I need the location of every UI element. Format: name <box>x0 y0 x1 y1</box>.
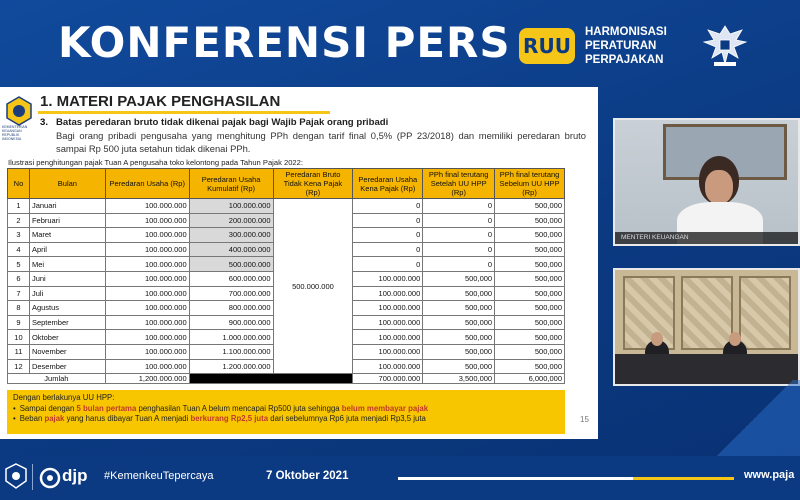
cell-no: 4 <box>8 242 30 257</box>
note-heading: Dengan berlakunya UU HPP: <box>13 393 115 402</box>
cell-pph-sebelum: 500,000 <box>495 242 565 257</box>
total-label: Jumlah <box>8 374 106 384</box>
cell-peredaran: 100.000.000 <box>105 242 189 257</box>
cell-kena-pajak: 100.000.000 <box>353 301 423 316</box>
djp-logo-icon <box>39 467 61 489</box>
cell-pph-sebelum: 500,000 <box>495 257 565 272</box>
cell-peredaran: 100.000.000 <box>105 271 189 286</box>
table-total-row <box>8 374 565 384</box>
speaker-name-label: MENTERI KEUANGAN <box>615 232 798 244</box>
cell-kena-pajak: 100.000.000 <box>353 286 423 301</box>
cell-pph-setelah: 500,000 <box>423 359 495 374</box>
cell-no: 7 <box>8 286 30 301</box>
cell-peredaran: 100.000.000 <box>105 359 189 374</box>
cell-kena-pajak: 0 <box>353 257 423 272</box>
slide-title: 1. MATERI PAJAK PENGHASILAN <box>40 93 281 110</box>
event-date: 7 Oktober 2021 <box>266 470 349 482</box>
footer-line <box>398 477 734 480</box>
bullet-dot: • <box>13 403 16 413</box>
note-bullet-2: • Beban pajak yang harus dibayar Tuan A menjadi berkurang Rp2,5 juta dari sebelumnya Rp6 juta menjadi Rp3,5 juta <box>13 414 426 423</box>
cell-kena-pajak: 0 <box>353 242 423 257</box>
video-tile-room[interactable] <box>613 268 800 386</box>
cell-bulan: Juli <box>29 286 105 301</box>
cell-peredaran: 100.000.000 <box>105 286 189 301</box>
cell-pph-sebelum: 500,000 <box>495 344 565 359</box>
note-box <box>7 390 565 434</box>
cell-pph-sebelum: 500,000 <box>495 330 565 345</box>
ruu-badge: RUU <box>519 28 575 64</box>
cell-kena-pajak: 100.000.000 <box>353 344 423 359</box>
djp-brand: djp <box>62 466 88 485</box>
point-body: Bagi orang pribadi pengusaha yang menghitung PPh dengan tarif final 0,5% (PP 23/2018) dan memiliki peredaran bruto sampai Rp 500 juta setahun tidak dikenai PPh. <box>56 130 586 154</box>
cell-bulan: September <box>29 315 105 330</box>
cell-kumulatif: 500.000.000 <box>189 257 273 272</box>
cell-pph-sebelum: 500,000 <box>495 228 565 243</box>
cell-kumulatif: 400.000.000 <box>189 242 273 257</box>
cell-bulan: Juni <box>29 271 105 286</box>
cell-peredaran: 100.000.000 <box>105 257 189 272</box>
total-pph-before: 6,000,000 <box>495 374 565 384</box>
header-kena-pajak: Peredaran Usaha Kena Pajak (Rp) <box>353 169 423 199</box>
cell-no: 6 <box>8 271 30 286</box>
total-pph-after: 3,500,000 <box>423 374 495 384</box>
cell-pph-setelah: 500,000 <box>423 286 495 301</box>
participant-face <box>651 332 663 346</box>
cell-pph-sebelum: 500,000 <box>495 315 565 330</box>
ruu-line-1: HARMONISASI <box>585 26 667 38</box>
cell-pph-setelah: 500,000 <box>423 301 495 316</box>
cell-bulan: Agustus <box>29 301 105 316</box>
cell-kena-pajak: 100.000.000 <box>353 271 423 286</box>
cell-kena-pajak: 0 <box>353 228 423 243</box>
header-kumulatif: Peredaran Usaha Kumulatif (Rp) <box>189 169 273 199</box>
cell-pph-sebelum: 500,000 <box>495 286 565 301</box>
garuda-emblem-icon <box>700 20 750 70</box>
cell-bulan: Januari <box>29 199 105 214</box>
ruu-line-2: PERATURAN <box>585 40 657 52</box>
bullet-dot: • <box>13 414 16 423</box>
cell-pph-setelah: 500,000 <box>423 330 495 345</box>
cell-kumulatif: 1.200.000.000 <box>189 359 273 374</box>
cell-pph-setelah: 500,000 <box>423 315 495 330</box>
cell-bulan: Mei <box>29 257 105 272</box>
cell-pph-setelah: 0 <box>423 242 495 257</box>
point-heading: Batas peredaran bruto tidak dikenai pajak bagi Wajib Pajak orang pribadi <box>56 117 389 128</box>
cell-peredaran: 100.000.000 <box>105 315 189 330</box>
cell-kumulatif: 900.000.000 <box>189 315 273 330</box>
point-number: 3. <box>40 117 49 128</box>
cell-kena-pajak: 100.000.000 <box>353 315 423 330</box>
cell-kena-pajak: 0 <box>353 213 423 228</box>
wall-panel <box>623 276 675 350</box>
cell-peredaran: 100.000.000 <box>105 301 189 316</box>
cell-bulan: Februari <box>29 213 105 228</box>
presentation-slide <box>0 87 598 439</box>
note-bullet-1: • Sampai dengan 5 bulan pertama penghasilan Tuan A belum mencapai Rp500 juta sehingga belum membayar pajak <box>13 403 429 413</box>
cell-bulan: April <box>29 242 105 257</box>
table-header-row <box>8 169 565 199</box>
total-revenue: 1,200.000.000 <box>105 374 189 384</box>
cell-no: 12 <box>8 359 30 374</box>
cell-peredaran: 100.000.000 <box>105 199 189 214</box>
cell-pph-sebelum: 500,000 <box>495 213 565 228</box>
cell-kena-pajak: 0 <box>353 199 423 214</box>
header-tidak-kena-pajak: Peredaran Bruto Tidak Kena Pajak (Rp) <box>273 169 353 199</box>
page-number: 15 <box>580 415 589 424</box>
cell-bulan: Oktober <box>29 330 105 345</box>
cell-kumulatif: 700.000.000 <box>189 286 273 301</box>
header-pph-sebelum: PPh final terutang Sebelum UU HPP (Rp) <box>495 169 565 199</box>
cell-kumulatif: 100.000.000 <box>189 199 273 214</box>
cell-kumulatif: 800.000.000 <box>189 301 273 316</box>
video-tile-minister[interactable] <box>613 118 800 246</box>
tax-table <box>7 168 565 384</box>
website-url: www.paja <box>744 469 795 481</box>
kemenkeu-logo-icon <box>3 95 35 127</box>
table-row <box>8 199 565 214</box>
cell-bulan: Desember <box>29 359 105 374</box>
wall-panel <box>739 276 791 350</box>
cell-bulan: November <box>29 344 105 359</box>
hashtag: #KemenkeuTepercaya <box>104 470 214 482</box>
cell-kumulatif: 600.000.000 <box>189 271 273 286</box>
cell-pph-sebelum: 500,000 <box>495 199 565 214</box>
header-no: No <box>8 169 30 199</box>
cell-no: 3 <box>8 228 30 243</box>
ruu-line-3: PERPAJAKAN <box>585 54 664 66</box>
cell-pph-sebelum: 500,000 <box>495 271 565 286</box>
cell-kena-pajak: 100.000.000 <box>353 359 423 374</box>
cell-no: 8 <box>8 301 30 316</box>
kemenkeu-shield-icon <box>4 463 28 489</box>
cell-kumulatif: 1.100.000.000 <box>189 344 273 359</box>
header-bulan: Bulan <box>29 169 105 199</box>
total-taxable: 700.000.000 <box>353 374 423 384</box>
cell-peredaran: 100.000.000 <box>105 330 189 345</box>
wall-panel <box>681 276 733 350</box>
ruu-subtitle <box>585 25 667 67</box>
cell-no: 11 <box>8 344 30 359</box>
footer-divider <box>32 464 33 490</box>
cell-pph-setelah: 0 <box>423 213 495 228</box>
cell-merged-non-taxable: 500.000.000 <box>273 199 353 374</box>
speaker-face <box>705 170 733 204</box>
cell-peredaran: 100.000.000 <box>105 228 189 243</box>
title-underline <box>38 111 330 114</box>
header-pph-setelah: PPh final terutang Setelah UU HPP (Rp) <box>423 169 495 199</box>
cell-peredaran: 100.000.000 <box>105 213 189 228</box>
total-blank <box>189 374 353 384</box>
conference-title: KONFERENSI PERS <box>58 18 511 67</box>
cell-pph-setelah: 0 <box>423 199 495 214</box>
cell-kumulatif: 300.000.000 <box>189 228 273 243</box>
participant-face <box>729 332 741 346</box>
cell-pph-setelah: 500,000 <box>423 271 495 286</box>
footer-bar <box>0 456 800 500</box>
cell-no: 9 <box>8 315 30 330</box>
cell-pph-setelah: 0 <box>423 228 495 243</box>
cell-no: 5 <box>8 257 30 272</box>
illustration-caption: Ilustrasi penghitungan pajak Tuan A pengusaha toko kelontong pada Tahun Pajak 2022: <box>8 158 303 167</box>
cell-pph-setelah: 0 <box>423 257 495 272</box>
cell-no: 2 <box>8 213 30 228</box>
cell-no: 10 <box>8 330 30 345</box>
cell-kumulatif: 200.000.000 <box>189 213 273 228</box>
cell-peredaran: 100.000.000 <box>105 344 189 359</box>
decorative-wedge <box>710 380 800 456</box>
cell-kena-pajak: 100.000.000 <box>353 330 423 345</box>
cell-pph-sebelum: 500,000 <box>495 359 565 374</box>
cell-kumulatif: 1.000.000.000 <box>189 330 273 345</box>
cell-pph-sebelum: 500,000 <box>495 301 565 316</box>
logo-caption: KEMENTERIAN KEUANGAN REPUBLIK INDONESIA <box>2 125 28 141</box>
cell-no: 1 <box>8 199 30 214</box>
cell-pph-setelah: 500,000 <box>423 344 495 359</box>
header-peredaran-usaha: Peredaran Usaha (Rp) <box>105 169 189 199</box>
cell-bulan: Maret <box>29 228 105 243</box>
